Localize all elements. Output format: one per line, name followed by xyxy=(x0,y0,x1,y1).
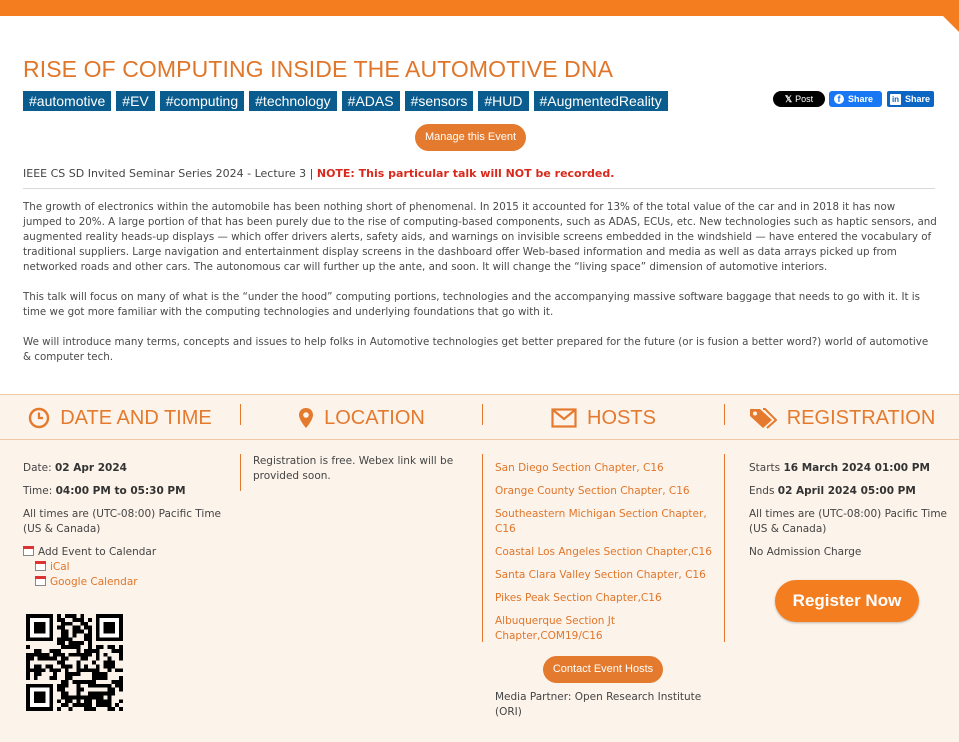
corner-fold xyxy=(943,16,959,32)
tag-augmented-reality[interactable]: #AugmentedReality xyxy=(534,91,668,111)
location-heading xyxy=(241,395,482,441)
linkedin-icon: in xyxy=(891,94,900,104)
date-time-heading xyxy=(0,395,240,441)
linkedin-share-label: Share xyxy=(905,94,931,104)
contact-event-hosts-button[interactable]: Contact Event Hosts xyxy=(543,656,663,683)
time-value: 04:00 PM to 05:30 PM xyxy=(55,485,186,497)
registration-starts xyxy=(749,461,949,476)
ical-icon xyxy=(35,561,46,571)
google-calendar-icon xyxy=(35,576,46,586)
google-calendar-link[interactable]: Google Calendar xyxy=(50,576,138,588)
x-logo-icon: 𝕏 xyxy=(784,94,793,104)
hosts-column xyxy=(495,461,715,652)
event-date xyxy=(23,461,228,476)
tag-technology[interactable]: #technology xyxy=(249,91,337,111)
media-partner: Media Partner: Open Research Institute (ORI) xyxy=(495,691,702,718)
admission-charge: No Admission Charge xyxy=(749,546,862,558)
starts-value: 16 March 2024 01:00 PM xyxy=(783,462,930,474)
event-description xyxy=(23,200,937,380)
event-time xyxy=(23,484,228,499)
clock-icon xyxy=(28,407,50,429)
hosts-heading xyxy=(483,395,724,441)
series-line xyxy=(23,167,614,180)
host-link[interactable]: Southeastern Michigan Section Chapter, C16 xyxy=(495,508,707,535)
registration-heading xyxy=(725,395,959,441)
host-link[interactable]: San Diego Section Chapter, C16 xyxy=(495,462,664,474)
x-post-label: Post xyxy=(795,94,814,104)
linkedin-share-button[interactable] xyxy=(887,91,934,107)
tag-computing[interactable]: #computing xyxy=(160,91,244,111)
hosts-heading-label: HOSTS xyxy=(587,406,656,429)
timezone-text: All times are (UTC-08:00) Pacific Time (US & Canada) xyxy=(23,508,222,535)
register-now-button[interactable]: Register Now xyxy=(775,580,919,622)
time-label: Time: xyxy=(23,485,56,497)
tag-hud[interactable]: #HUD xyxy=(478,91,528,111)
tag-sensors[interactable]: #sensors xyxy=(405,91,474,111)
column-divider xyxy=(482,454,483,642)
registration-ends xyxy=(749,484,949,499)
location-text: Registration is free. Webex link will be provided soon. xyxy=(253,455,454,482)
description-paragraph: We will introduce many terms, concepts and issues to help folks in Automotive technologies get better prepared for the future (or is fusion a better word?) world of automotive & computer tech. xyxy=(23,336,929,363)
ends-value: 02 April 2024 05:00 PM xyxy=(777,485,916,497)
top-accent-bar xyxy=(0,0,959,16)
info-header-row xyxy=(0,394,959,440)
divider xyxy=(23,188,935,189)
starts-label: Starts xyxy=(749,462,784,474)
x-post-button[interactable] xyxy=(773,91,825,107)
map-pin-icon xyxy=(298,407,314,429)
envelope-icon xyxy=(551,408,577,428)
column-divider xyxy=(240,454,241,491)
series-text: IEEE CS SD Invited Seminar Series 2024 - Lecture 3 | xyxy=(23,167,317,180)
tags-icon xyxy=(749,407,777,429)
ends-label: Ends xyxy=(749,485,778,497)
host-link[interactable]: Pikes Peak Section Chapter,C16 xyxy=(495,592,662,604)
date-time-heading-label: DATE AND TIME xyxy=(60,406,212,429)
registration-column xyxy=(749,461,949,568)
host-link[interactable]: Santa Clara Valley Section Chapter, C16 xyxy=(495,569,706,581)
description-paragraph: This talk will focus on many of what is the “under the hood” computing portions, technologies and the accompanying massive software baggage that needs to go with it. It is time we got more familiar with the computing technologies and underlying foundations that go with it. xyxy=(23,291,921,318)
date-label: Date: xyxy=(23,462,55,474)
tag-adas[interactable]: #ADAS xyxy=(342,91,400,111)
tag-ev[interactable]: #EV xyxy=(116,91,154,111)
manage-event-button[interactable]: Manage this Event xyxy=(415,124,526,151)
date-value: 02 Apr 2024 xyxy=(54,462,127,474)
ical-link-row[interactable] xyxy=(23,560,228,575)
facebook-share-label: Share xyxy=(848,94,874,104)
host-link[interactable]: Coastal Los Angeles Section Chapter,C16 xyxy=(495,546,712,558)
location-column xyxy=(253,454,473,484)
date-time-column xyxy=(23,461,228,590)
ical-link[interactable]: iCal xyxy=(50,561,70,573)
tag-list xyxy=(23,91,668,111)
recording-note: NOTE: This particular talk will NOT be recorded. xyxy=(316,167,615,180)
tag-automotive[interactable]: #automotive xyxy=(23,91,111,111)
location-heading-label: LOCATION xyxy=(324,406,425,429)
add-calendar-label: Add Event to Calendar xyxy=(38,546,157,558)
google-calendar-link-row[interactable] xyxy=(23,575,228,590)
description-paragraph: The growth of electronics within the automobile has been nothing short of phenomenal. In 2015 it accounted for 13% of the total value of the car and in 2018 it has now jumped to 20%. A large portion of that has been purely due to the rise of computing-based components, such as ADAS, ECUs, etc. New technologies such as haptic sensors, and augmented reality heads-up displays — which offer drivers alerts, safety aids, and warnings on invisible screens embedded in the windshield — have entered the vocabulary of traditional suppliers. Large navigation and entertainment display screens in the dashboard offer Web-based information and media as well as data arrays picked up from networked roads and other cars. The autonomous car will further up the ante, and soon. It will change the “living space” dimension of automotive interiors. xyxy=(23,201,937,273)
facebook-icon: f xyxy=(834,94,844,104)
column-divider xyxy=(724,454,725,642)
host-link[interactable]: Orange County Section Chapter, C16 xyxy=(495,485,690,497)
registration-timezone: All times are (UTC-08:00) Pacific Time (US & Canada) xyxy=(749,508,948,535)
qr-code xyxy=(26,614,123,711)
host-link[interactable]: Albuquerque Section Jt Chapter,COM19/C16 xyxy=(495,615,616,642)
facebook-share-button[interactable] xyxy=(829,91,882,107)
registration-heading-label: REGISTRATION xyxy=(786,406,936,429)
add-to-calendar xyxy=(23,545,228,560)
calendar-icon xyxy=(23,546,34,556)
event-title: RISE OF COMPUTING INSIDE THE AUTOMOTIVE DNA xyxy=(23,56,614,82)
